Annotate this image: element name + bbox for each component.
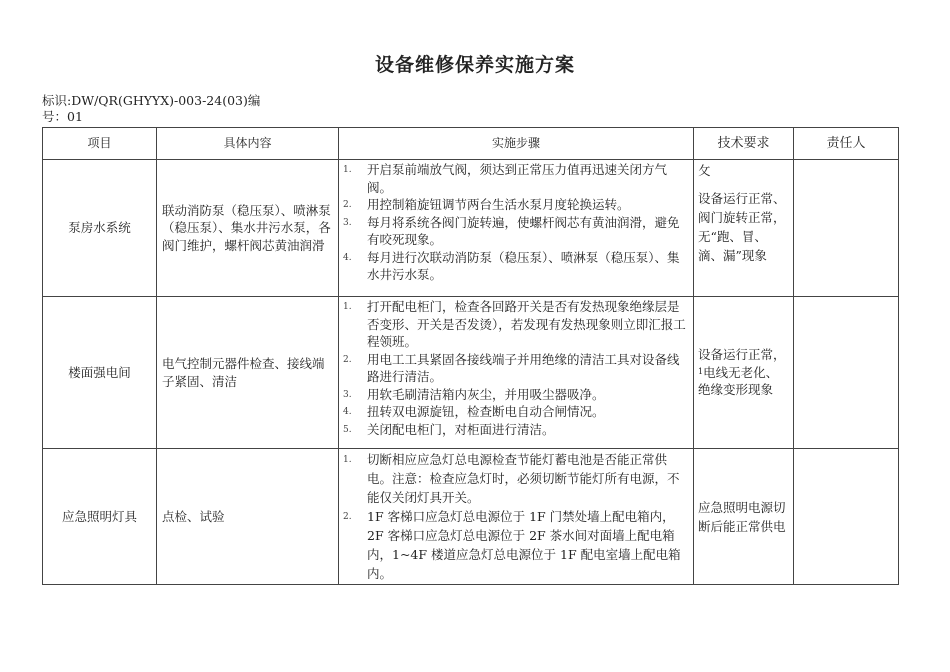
requirements-line1: 设备运行正常， xyxy=(698,347,786,363)
row-content: 联动消防泵（稳压泵）、喷淋泵（稳压泵）、集水井污水泵，各阀门维护，螺杆阀芯黄油润滑 xyxy=(157,160,339,297)
header-requirements: 技术要求 xyxy=(694,128,794,160)
table-row xyxy=(43,449,899,585)
header-content: 具体内容 xyxy=(157,128,339,160)
document-title: 设备维修保养实施方案 xyxy=(374,54,575,76)
header-responsible: 责任人 xyxy=(794,128,899,160)
row-responsible xyxy=(794,449,899,585)
maintenance-table xyxy=(42,127,899,585)
row-content: 电气控制元器件检查、接线端子紧固、清洁 xyxy=(157,297,339,449)
row-item: 泵房水系统 xyxy=(43,160,157,297)
row-requirements xyxy=(694,297,794,449)
step-item: 4. 每月进行次联动消防泵（稳压泵）、喷淋泵（稳压泵）、集水井污水泵。 xyxy=(343,249,680,282)
requirements-text: 设备运行正常、阀门旋转正常，无“跑、冒、滴、漏”现象 xyxy=(698,190,786,263)
step-item: 3. 每月将系统各阀门旋转遍，使螺杆阀芯有黄油润滑，避免有咬死现象。 xyxy=(343,214,680,247)
row-item: 应急照明灯具 xyxy=(43,449,157,585)
step-item: 1. 切断相应应急灯总电源检查节能灯蓄电池是否能正常供电。注意：检查应急灯时，必须切断节能灯所有电源，不能仅关闭灯具开关。 xyxy=(343,452,680,505)
table-row xyxy=(43,160,899,297)
table-header-row xyxy=(43,128,899,160)
step-item: 1. 开启泵前端放气阀，须达到正常压力值再迅速关闭方气阀。 xyxy=(343,162,668,195)
step-item: 3. 用软毛刷清洁箱内灰尘，并用吸尘器吸净。 xyxy=(343,386,605,402)
row-responsible xyxy=(794,297,899,449)
step-item: 2. 1F 客梯口应急灯总电源位于 1F 门禁处墙上配电箱内，2F 客梯口应急灯总电源位于 2F 茶水间对面墙上配电箱内，1~4F 楼道应急灯总电源位于 1F 配电室墙上配电箱内。 xyxy=(343,509,681,581)
requirements-line2: 电线无老化、绝缘变形现象 xyxy=(698,364,779,398)
table-row xyxy=(43,297,899,449)
row-requirements xyxy=(694,160,794,297)
step-item: 4. 扭转双电源旋钮，检查断电自动合闸情况。 xyxy=(343,404,605,419)
step-item: 2. 用电工工具紧固各接线端子并用绝缘的清洁工具对设备线路进行清洁。 xyxy=(343,351,680,384)
row-content: 点检、试验 xyxy=(157,449,339,585)
step-item: 1. 打开配电柜门，检查各回路开关是否有发热现象绝缘层是否变形、开关是否发烫），若发现有发热现象则立即汇报工程领班。 xyxy=(343,299,686,349)
step-item: 5. 关闭配电柜门，对柜面进行清洁。 xyxy=(343,421,555,437)
row-steps xyxy=(339,160,694,297)
row-responsible xyxy=(794,160,899,297)
row-steps xyxy=(339,297,694,449)
row-steps xyxy=(339,449,694,585)
row-item: 楼面强电间 xyxy=(43,297,157,449)
document-identifier: 标识:DW/QR(GHYYX)-003-24(03)编号：01 xyxy=(42,93,261,124)
row-requirements: 应急照明电源切断后能正常供电 xyxy=(694,449,794,585)
requirements-prefix: 攵 xyxy=(698,163,711,178)
header-item: 项目 xyxy=(43,128,157,160)
header-steps: 实施步骤 xyxy=(339,128,694,160)
requirements-mark: 1 xyxy=(698,366,704,376)
step-item: 2. 用控制箱旋钮调节两台生活水泵月度轮换运转。 xyxy=(343,197,630,212)
